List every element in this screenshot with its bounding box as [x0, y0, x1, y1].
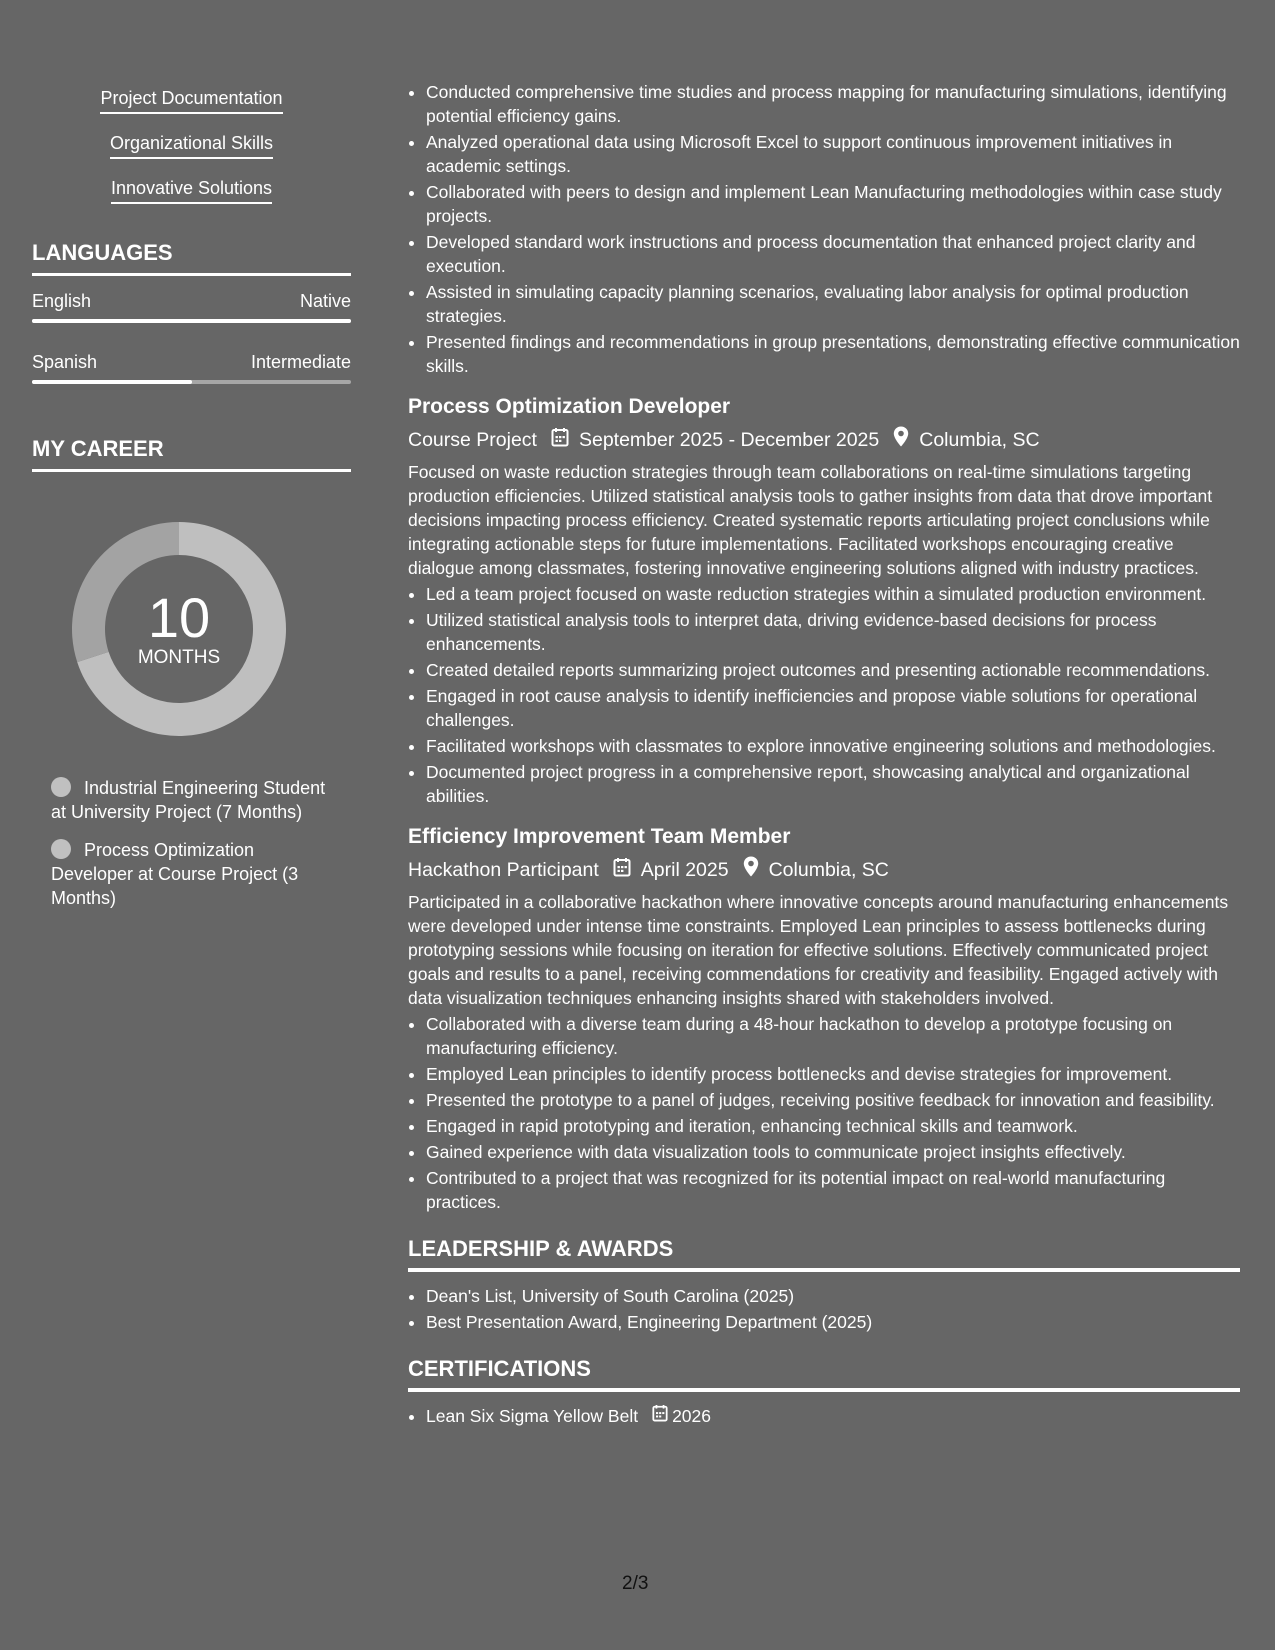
main-content [408, 80, 1240, 1430]
language-name: Spanish [32, 352, 98, 372]
job-bullet-list [408, 582, 1240, 808]
certification-name: • Lean Six Sigma Yellow Belt [426, 1406, 639, 1426]
language-level: Intermediate [250, 352, 351, 372]
legend-dot [51, 839, 71, 859]
list-item: • Presented the prototype to a panel of judges, receiving positive feedback for innovation and feasibility. [426, 1088, 1240, 1112]
career-item [51, 776, 341, 824]
list-item: • Utilized statistical analysis tools to interpret data, driving evidence-based decisions for process enhancements. [426, 608, 1240, 656]
list-item: • Developed standard work instructions and process documentation that enhanced project clarity and execution. [426, 230, 1240, 278]
list-item: • Dean's List, University of South Carolina (2025) [426, 1284, 1240, 1308]
job-location: Columbia, SC [919, 429, 1040, 451]
languages-section [32, 240, 351, 384]
career-item [51, 838, 341, 910]
job-org: Course Project [408, 429, 537, 451]
list-item: • Analyzed operational data using Microsoft Excel to support continuous improvement initiatives in academic settings. [426, 130, 1240, 178]
language-proficiency-bar [32, 380, 351, 384]
map-pin-icon [743, 856, 759, 884]
career-item-label: Industrial Engineering Student at University Project (7 Months) [51, 778, 326, 822]
certification-year: 2026 [672, 1406, 712, 1426]
list-item: • Collaborated with a diverse team during a 48-hour hackathon to develop a prototype focusing on manufacturing efficiency. [426, 1012, 1240, 1060]
languages-heading: LANGUAGES [32, 240, 351, 276]
career-donut-chart [66, 516, 292, 742]
calendar-icon [652, 1404, 668, 1428]
list-item: • Documented project progress in a comprehensive report, showcasing analytical and organizational abilities. [426, 760, 1240, 808]
list-item: • Engaged in root cause analysis to identify inefficiencies and propose viable solutions for operational challenges. [426, 684, 1240, 732]
language-level: Native [299, 291, 351, 311]
list-item: • Collaborated with peers to design and implement Lean Manufacturing methodologies within case study projects. [426, 180, 1240, 228]
skill-tag[interactable]: Innovative Solutions [111, 176, 272, 204]
language-proficiency-fill [32, 380, 192, 384]
job-location: Columbia, SC [768, 859, 889, 881]
job-meta [408, 426, 1240, 454]
list-item: • Engaged in rapid prototyping and iteration, enhancing technical skills and teamwork. [426, 1114, 1240, 1138]
job-title: Process Optimization Developer [408, 395, 731, 418]
career-section [32, 436, 351, 910]
language-name: English [32, 291, 92, 311]
certifications-heading: CERTIFICATIONS [408, 1356, 1240, 1392]
map-pin-icon [893, 426, 909, 454]
job-title: Efficiency Improvement Team Member [408, 825, 791, 848]
list-item: • Facilitated workshops with classmates to explore innovative engineering solutions and methodologies. [426, 734, 1240, 758]
certifications-list [408, 1404, 1240, 1428]
leadership-list [408, 1284, 1240, 1334]
list-item: • Conducted comprehensive time studies and process mapping for manufacturing simulations, identifying potential efficiency gains. [426, 80, 1240, 128]
list-item: • Assisted in simulating capacity planning scenarios, evaluating labor analysis for optimal production strategies. [426, 280, 1240, 328]
job-bullet-list [408, 1012, 1240, 1214]
job-entry [408, 824, 1240, 1214]
list-item: • Gained experience with data visualization tools to communicate project insights effectively. [426, 1140, 1240, 1164]
skill-tags [32, 86, 351, 204]
list-item: • Created detailed reports summarizing project outcomes and presenting actionable recommendations. [426, 658, 1240, 682]
list-item: • Led a team project focused on waste reduction strategies within a simulated production environment. [426, 582, 1240, 606]
job-entry [408, 394, 1240, 808]
intro-bullet-list [408, 80, 1240, 378]
list-item: • Employed Lean principles to identify process bottlenecks and devise strategies for improvement. [426, 1062, 1240, 1086]
legend-dot [51, 777, 71, 797]
skill-tag[interactable]: Organizational Skills [110, 131, 273, 159]
job-description: Focused on waste reduction strategies through team collaborations on real-time simulations targeting production efficiencies. Utilized statistical analysis tools to gather insights from data that drove important decisions impacting process efficiency. Created systematic reports articulating project conclusions while integrating actionable steps for future implementations. Facilitated workshops encouraging creative dialogue among classmates, fostering innovative engineering solutions aligned with industry practices. [408, 462, 1213, 578]
job-dates: September 2025 - December 2025 [578, 429, 880, 451]
list-item: • Contributed to a project that was recognized for its potential impact on real-world manufacturing practices. [426, 1166, 1240, 1214]
page-number: 2/3 [622, 1573, 649, 1594]
career-list [51, 776, 341, 910]
leadership-heading: LEADERSHIP & AWARDS [408, 1236, 1240, 1272]
career-total-unit: MONTHS [137, 647, 221, 668]
donut-center [66, 516, 292, 742]
job-dates: April 2025 [640, 859, 729, 881]
job-org: Hackathon Participant [408, 859, 599, 881]
sidebar [32, 86, 351, 924]
calendar-icon [613, 857, 631, 884]
skill-tag[interactable]: Project Documentation [100, 86, 282, 114]
list-item [426, 1404, 1240, 1428]
language-proficiency-bar [32, 319, 351, 323]
career-item-label: Process Optimization Developer at Course Project (3 Months) [51, 840, 299, 908]
language-row [32, 351, 351, 384]
language-proficiency-fill [32, 319, 351, 323]
job-meta [408, 856, 1240, 884]
job-description: Participated in a collaborative hackathon where innovative concepts around manufacturing enhancements were developed under intense time constraints. Employed Lean principles to assess bottlenecks during prototyping sessions while focusing on iteration for effective solutions. Effectively communicated project goals and results to a panel, receiving commendations for creativity and feasibility. Engaged actively with data visualization techniques enhancing insights shared with stakeholders involved. [408, 892, 1229, 1008]
career-total-number: 10 [147, 586, 211, 649]
career-heading: MY CAREER [32, 436, 351, 472]
list-item: • Presented findings and recommendations in group presentations, demonstrating effective communication skills. [426, 330, 1240, 378]
list-item: • Best Presentation Award, Engineering Department (2025) [426, 1310, 1240, 1334]
calendar-icon [551, 427, 569, 454]
language-row [32, 290, 351, 323]
